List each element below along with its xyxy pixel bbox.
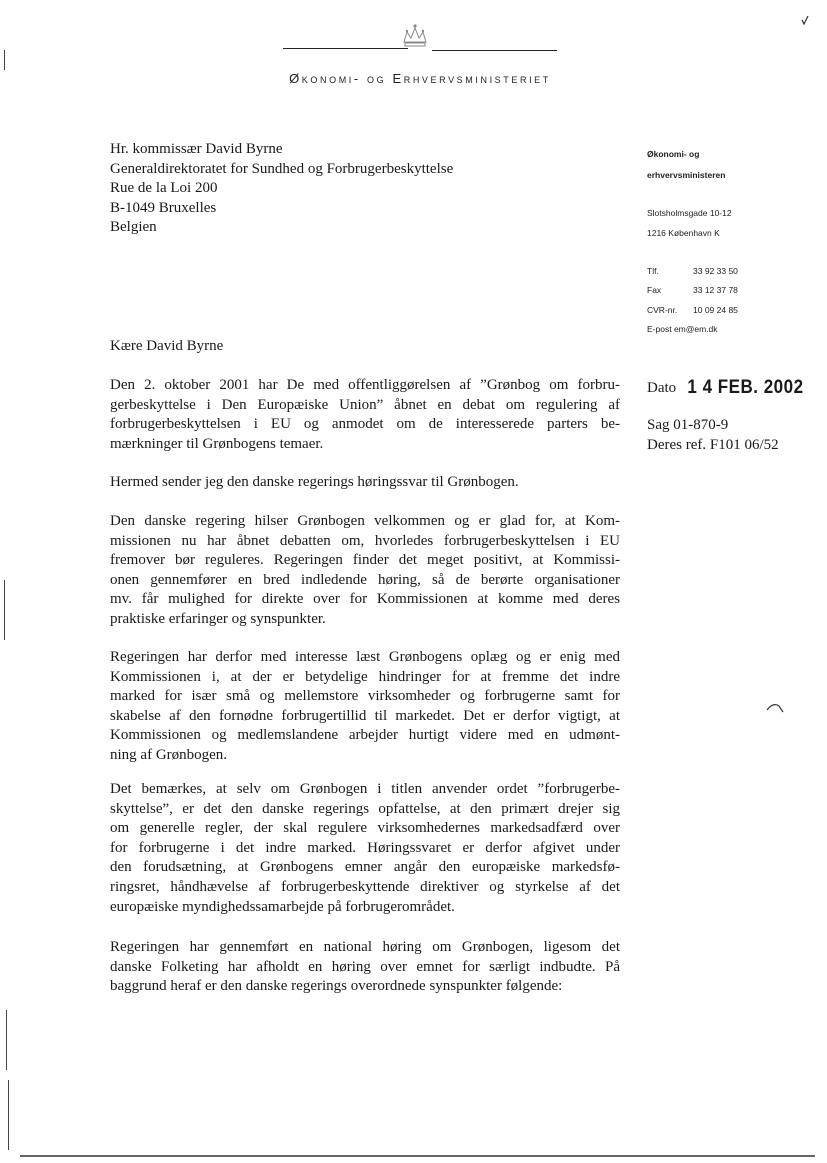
paragraph-line: skabelse af den fornødne forbrugertillid til markedet. Det er derfor vigtigt, at	[110, 707, 620, 724]
paragraph-line: mærkninger til Grønbogens temaer.	[110, 435, 324, 452]
sender-street: Slotsholmsgade 10-12	[647, 208, 732, 218]
paragraph-line: Det bemærkes, at selv om Grønbogen i titlen anvender ordet ”forbrugerbe-	[110, 781, 620, 797]
paragraph-line: Den 2. oktober 2001 har De med offentliggørelsen af ”Grønbog om forbru-	[110, 377, 620, 393]
date-row	[647, 377, 804, 397]
paragraph-line: Regeringen har gennemført en national høring om Grønbogen, ligesom det	[110, 939, 620, 955]
sender-email-row	[647, 324, 718, 334]
recipient-line: Hr. kommissær David Byrne	[110, 141, 283, 157]
fax-value: 33 12 37 78	[693, 285, 738, 295]
date-label: Dato	[647, 380, 677, 396]
paragraph-line: marked for især små og mellemstore virksomheder og forbrugerne samt for	[110, 688, 620, 705]
ministry-name: Økonomi- og Erhvervsministeriet	[289, 71, 551, 86]
paragraph-line: ning af Grønbogen.	[110, 746, 228, 763]
scan-tick-icon	[800, 14, 810, 26]
paragraph-line: praktiske erfaringer og synspunkter.	[110, 610, 326, 627]
paragraph-line: onen gennemfører en bred indledende høring, så de berørte organisationer	[110, 571, 620, 588]
scan-mark	[4, 580, 5, 640]
sender-phone-row	[647, 266, 738, 276]
paragraph-line: forbrugerbeskyttelsen i EU og anmodet om de interesserede parters be-	[110, 416, 620, 433]
paragraph-line: fremover bør reguleres. Regeringen finder det meget positivt, at Kommissi-	[110, 552, 620, 569]
email-label: E-post	[647, 324, 672, 334]
body-paragraph	[110, 780, 620, 917]
body-paragraph	[110, 376, 620, 454]
paragraph-line: Kommissionen og medlemslandene arbejder hurtigt videre med en udmønt-	[110, 727, 620, 744]
salutation: Kære David Byrne	[110, 338, 224, 354]
paragraph-line: Regeringen har derfor med interesse læst Grønbogens oplæg og er enig med	[110, 649, 620, 665]
scan-mark	[4, 50, 5, 70]
recipient-line: Rue de la Loi 200	[110, 180, 218, 197]
paragraph-line: Hermed sender jeg den danske regerings høringssvar til Grønbogen.	[110, 474, 519, 490]
recipient-line: Belgien	[110, 219, 157, 236]
paragraph-line: missionen nu har åbnet debatten om, hvorledes forbrugerbeskyttelsen i EU	[110, 532, 620, 549]
paragraph-line: baggrund heraf er den danske regerings overordnede synspunkter følgende:	[110, 978, 563, 995]
phone-value: 33 92 33 50	[693, 266, 738, 276]
body-paragraph	[110, 938, 620, 997]
paragraph-line: for forbrugerne i det indre marked. Høringssvaret er derfor afgivet under	[110, 839, 620, 856]
cvr-value: 10 09 24 85	[693, 305, 738, 315]
sender-cvr-row	[647, 305, 738, 315]
body-paragraph	[110, 512, 620, 630]
sender-name-line1: Økonomi- og	[647, 149, 700, 159]
phone-label: Tlf.	[647, 266, 659, 276]
paragraph-line: europæiske myndighedssamarbejde på forbrugerområdet.	[110, 898, 455, 915]
scan-mark	[6, 1010, 7, 1070]
your-reference: Deres ref. F101 06/52	[647, 437, 779, 453]
body-paragraph	[110, 648, 620, 766]
case-number: Sag 01-870-9	[647, 417, 729, 433]
header-rule-right	[432, 50, 557, 51]
paragraph-line: om generelle regler, der skal regulere virksomhedernes markedsadfærd over	[110, 820, 620, 837]
date-stamp: 1 4 FEB. 2002	[687, 375, 804, 398]
email-value: em@em.dk	[673, 324, 718, 334]
header-rule-left	[283, 48, 408, 49]
paragraph-line: Den danske regering hilser Grønbogen velkommen og er glad for, at Kom-	[110, 513, 620, 529]
recipient-address	[110, 140, 453, 238]
scan-mark	[8, 1080, 9, 1150]
sender-fax-row	[647, 285, 738, 295]
paragraph-line: gerbeskyttelse i Den Europæiske Union” åbnet en debat om regulering af	[110, 396, 620, 413]
fax-label: Fax	[647, 285, 662, 295]
scan-speck-icon	[765, 700, 787, 716]
paragraph-line: skyttelse”, er det den danske regerings opfattelse, at den primært drejer sig	[110, 800, 620, 817]
body-paragraph	[110, 473, 620, 493]
recipient-line: B-1049 Bruxelles	[110, 199, 217, 216]
recipient-line: Generaldirektoratet for Sundhed og Forbrugerbeskyttelse	[110, 160, 454, 177]
paragraph-line: ringsret, håndhævelse af forbrugerbeskyttende direktiver og styrkelse af det	[110, 878, 620, 895]
sender-city: 1216 København K	[647, 228, 720, 238]
cvr-label: CVR-nr.	[647, 305, 678, 315]
sender-name-line2: erhvervsministeren	[647, 170, 726, 180]
scan-bottom-edge	[20, 1155, 815, 1157]
paragraph-line: Kommissionen i, at der er betydelige hindringer for at fremme det indre	[110, 668, 620, 685]
paragraph-line: danske Folketing har afholdt en høring over emnet for særligt indbudte. På	[110, 958, 620, 975]
paragraph-line: mv. får mulighed for direkte over for Kommissionen at komme med deres	[110, 591, 620, 608]
paragraph-line: den forudsætning, at Grønbogens emner angår den europæiske markedsfø-	[110, 859, 620, 876]
